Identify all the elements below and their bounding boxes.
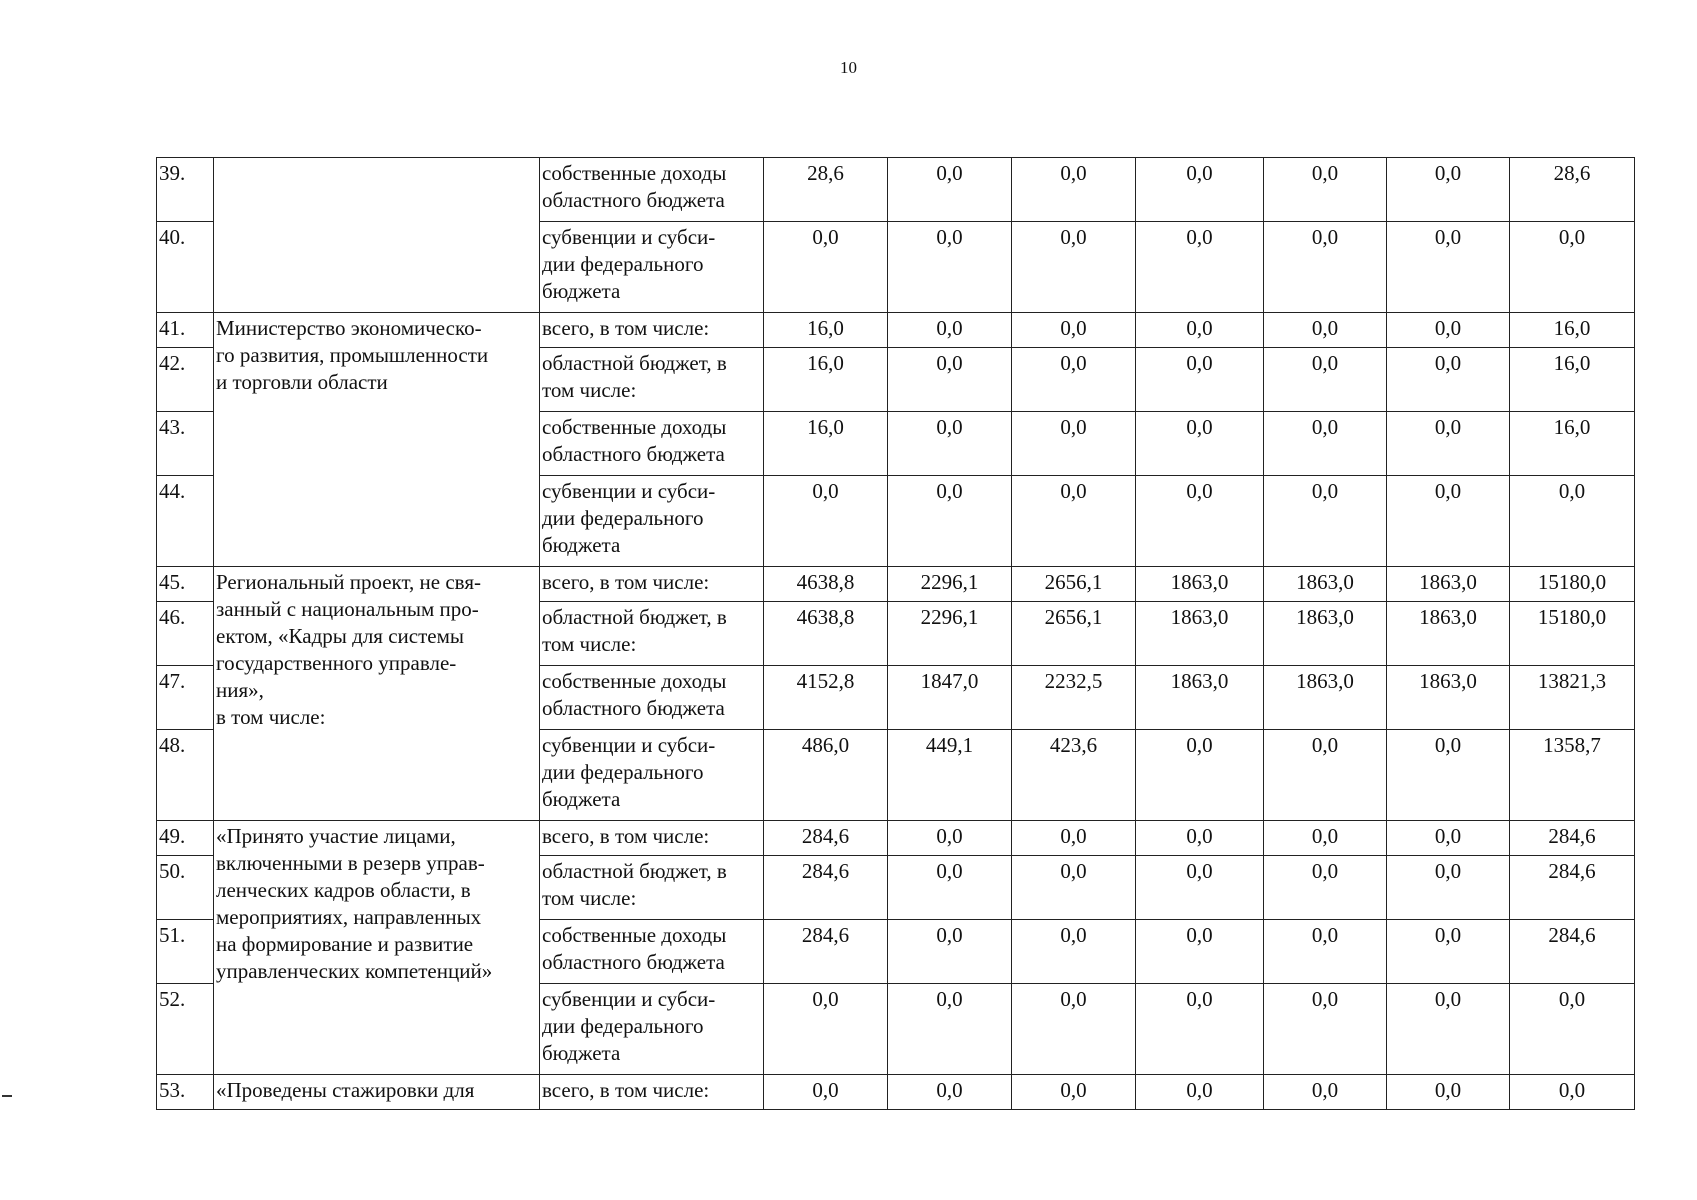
year-value: 0,0 — [888, 984, 1012, 1075]
funding-source: областной бюджет, в том числе: — [540, 348, 764, 412]
year-value: 4638,8 — [764, 602, 888, 666]
funding-source: всего, в том числе: — [540, 821, 764, 856]
year-value: 0,0 — [1012, 348, 1136, 412]
year-value: 0,0 — [1387, 412, 1510, 476]
total-value: 0,0 — [1510, 984, 1635, 1075]
funding-source: всего, в том числе: — [540, 567, 764, 602]
year-value: 0,0 — [1012, 984, 1136, 1075]
year-value: 0,0 — [1012, 313, 1136, 348]
year-value: 0,0 — [1264, 313, 1387, 348]
year-value: 0,0 — [1264, 222, 1387, 313]
program-name: «Принято участие лицами, включенными в резерв управ- ленческих кадров области, в мероприятиях, направленных на формирование и развитие управленческих компетенций» — [214, 821, 540, 1075]
year-value: 0,0 — [1136, 856, 1264, 920]
year-value: 2232,5 — [1012, 666, 1136, 730]
funding-source: всего, в том числе: — [540, 313, 764, 348]
budget-table — [156, 157, 1635, 1110]
table-row — [157, 158, 1635, 222]
row-number: 40. — [157, 222, 214, 313]
year-value: 1863,0 — [1264, 666, 1387, 730]
year-value: 0,0 — [1264, 1075, 1387, 1110]
year-value: 284,6 — [764, 920, 888, 984]
row-number: 43. — [157, 412, 214, 476]
funding-source: субвенции и субси- дии федерального бюджета — [540, 730, 764, 821]
year-value: 0,0 — [1264, 856, 1387, 920]
funding-source: собственные доходы областного бюджета — [540, 666, 764, 730]
year-value: 0,0 — [888, 821, 1012, 856]
year-value: 2656,1 — [1012, 602, 1136, 666]
year-value: 0,0 — [1387, 476, 1510, 567]
funding-source: субвенции и субси- дии федерального бюджета — [540, 476, 764, 567]
program-name: «Проведены стажировки для — [214, 1075, 540, 1110]
year-value: 0,0 — [1264, 821, 1387, 856]
year-value: 0,0 — [1136, 730, 1264, 821]
year-value: 0,0 — [1387, 222, 1510, 313]
year-value: 0,0 — [1012, 821, 1136, 856]
year-value: 0,0 — [1012, 222, 1136, 313]
total-value: 13821,3 — [1510, 666, 1635, 730]
year-value: 2296,1 — [888, 602, 1012, 666]
year-value: 0,0 — [1136, 313, 1264, 348]
program-name: Региональный проект, не свя- занный с национальным про- ектом, «Кадры для системы государственного управле- ния», в том числе: — [214, 567, 540, 821]
year-value: 2296,1 — [888, 567, 1012, 602]
table-row — [157, 821, 1635, 856]
year-value: 284,6 — [764, 856, 888, 920]
total-value: 15180,0 — [1510, 602, 1635, 666]
year-value: 284,6 — [764, 821, 888, 856]
year-value: 0,0 — [888, 920, 1012, 984]
row-number: 46. — [157, 602, 214, 666]
year-value: 0,0 — [1136, 1075, 1264, 1110]
year-value: 28,6 — [764, 158, 888, 222]
year-value: 0,0 — [1136, 348, 1264, 412]
year-value: 1863,0 — [1264, 567, 1387, 602]
funding-source: субвенции и субси- дии федерального бюджета — [540, 984, 764, 1075]
program-name: Министерство экономическо- го развития, промышленности и торговли области — [214, 313, 540, 567]
year-value: 0,0 — [1387, 821, 1510, 856]
year-value: 4152,8 — [764, 666, 888, 730]
year-value: 0,0 — [1136, 476, 1264, 567]
total-value: 16,0 — [1510, 348, 1635, 412]
table-row — [157, 567, 1635, 602]
total-value: 16,0 — [1510, 313, 1635, 348]
year-value: 1863,0 — [1136, 666, 1264, 730]
total-value: 16,0 — [1510, 412, 1635, 476]
row-number: 52. — [157, 984, 214, 1075]
year-value: 0,0 — [764, 222, 888, 313]
row-number: 53. — [157, 1075, 214, 1110]
year-value: 0,0 — [1264, 730, 1387, 821]
year-value: 0,0 — [764, 1075, 888, 1110]
year-value: 0,0 — [1387, 920, 1510, 984]
year-value: 0,0 — [1264, 412, 1387, 476]
year-value: 0,0 — [1136, 412, 1264, 476]
year-value: 0,0 — [1136, 984, 1264, 1075]
year-value: 0,0 — [888, 412, 1012, 476]
funding-source: областной бюджет, в том числе: — [540, 602, 764, 666]
row-number: 48. — [157, 730, 214, 821]
year-value: 449,1 — [888, 730, 1012, 821]
year-value: 0,0 — [1264, 158, 1387, 222]
year-value: 0,0 — [1387, 348, 1510, 412]
year-value: 0,0 — [1387, 984, 1510, 1075]
year-value: 486,0 — [764, 730, 888, 821]
funding-source: всего, в том числе: — [540, 1075, 764, 1110]
year-value: 2656,1 — [1012, 567, 1136, 602]
table-row — [157, 1075, 1635, 1110]
year-value: 4638,8 — [764, 567, 888, 602]
year-value: 16,0 — [764, 348, 888, 412]
total-value: 0,0 — [1510, 476, 1635, 567]
year-value: 423,6 — [1012, 730, 1136, 821]
year-value: 0,0 — [1136, 158, 1264, 222]
year-value: 1847,0 — [888, 666, 1012, 730]
year-value: 0,0 — [1387, 730, 1510, 821]
row-number: 41. — [157, 313, 214, 348]
row-number: 45. — [157, 567, 214, 602]
year-value: 1863,0 — [1387, 666, 1510, 730]
total-value: 0,0 — [1510, 1075, 1635, 1110]
funding-source: субвенции и субси- дии федерального бюджета — [540, 222, 764, 313]
funding-source: собственные доходы областного бюджета — [540, 412, 764, 476]
year-value: 1863,0 — [1136, 567, 1264, 602]
funding-source: собственные доходы областного бюджета — [540, 920, 764, 984]
row-number: 50. — [157, 856, 214, 920]
funding-source: областной бюджет, в том числе: — [540, 856, 764, 920]
year-value: 16,0 — [764, 313, 888, 348]
year-value: 0,0 — [1264, 920, 1387, 984]
year-value: 0,0 — [1136, 222, 1264, 313]
total-value: 15180,0 — [1510, 567, 1635, 602]
year-value: 0,0 — [764, 476, 888, 567]
year-value: 0,0 — [1387, 856, 1510, 920]
year-value: 0,0 — [1136, 821, 1264, 856]
total-value: 0,0 — [1510, 222, 1635, 313]
year-value: 0,0 — [1012, 476, 1136, 567]
row-number: 42. — [157, 348, 214, 412]
year-value: 0,0 — [888, 313, 1012, 348]
total-value: 1358,7 — [1510, 730, 1635, 821]
year-value: 0,0 — [764, 984, 888, 1075]
year-value: 0,0 — [1387, 1075, 1510, 1110]
year-value: 0,0 — [1387, 158, 1510, 222]
row-number: 51. — [157, 920, 214, 984]
row-number: 49. — [157, 821, 214, 856]
year-value: 0,0 — [888, 222, 1012, 313]
year-value: 0,0 — [1012, 856, 1136, 920]
year-value: 0,0 — [1136, 920, 1264, 984]
year-value: 0,0 — [1387, 313, 1510, 348]
year-value: 0,0 — [1012, 412, 1136, 476]
scan-edge-mark — [2, 1095, 12, 1097]
year-value: 0,0 — [1012, 920, 1136, 984]
row-number: 44. — [157, 476, 214, 567]
table-row — [157, 313, 1635, 348]
year-value: 0,0 — [1012, 158, 1136, 222]
year-value: 0,0 — [888, 348, 1012, 412]
total-value: 28,6 — [1510, 158, 1635, 222]
row-number: 39. — [157, 158, 214, 222]
year-value: 0,0 — [888, 158, 1012, 222]
total-value: 284,6 — [1510, 920, 1635, 984]
row-number: 47. — [157, 666, 214, 730]
total-value: 284,6 — [1510, 821, 1635, 856]
year-value: 0,0 — [888, 476, 1012, 567]
year-value: 0,0 — [1264, 348, 1387, 412]
year-value: 0,0 — [1264, 476, 1387, 567]
year-value: 0,0 — [1264, 984, 1387, 1075]
total-value: 284,6 — [1510, 856, 1635, 920]
year-value: 1863,0 — [1136, 602, 1264, 666]
funding-source: собственные доходы областного бюджета — [540, 158, 764, 222]
page-number: 10 — [840, 58, 857, 77]
year-value: 16,0 — [764, 412, 888, 476]
year-value: 1863,0 — [1264, 602, 1387, 666]
program-name — [214, 158, 540, 313]
year-value: 0,0 — [888, 1075, 1012, 1110]
year-value: 0,0 — [888, 856, 1012, 920]
year-value: 0,0 — [1012, 1075, 1136, 1110]
year-value: 1863,0 — [1387, 602, 1510, 666]
year-value: 1863,0 — [1387, 567, 1510, 602]
